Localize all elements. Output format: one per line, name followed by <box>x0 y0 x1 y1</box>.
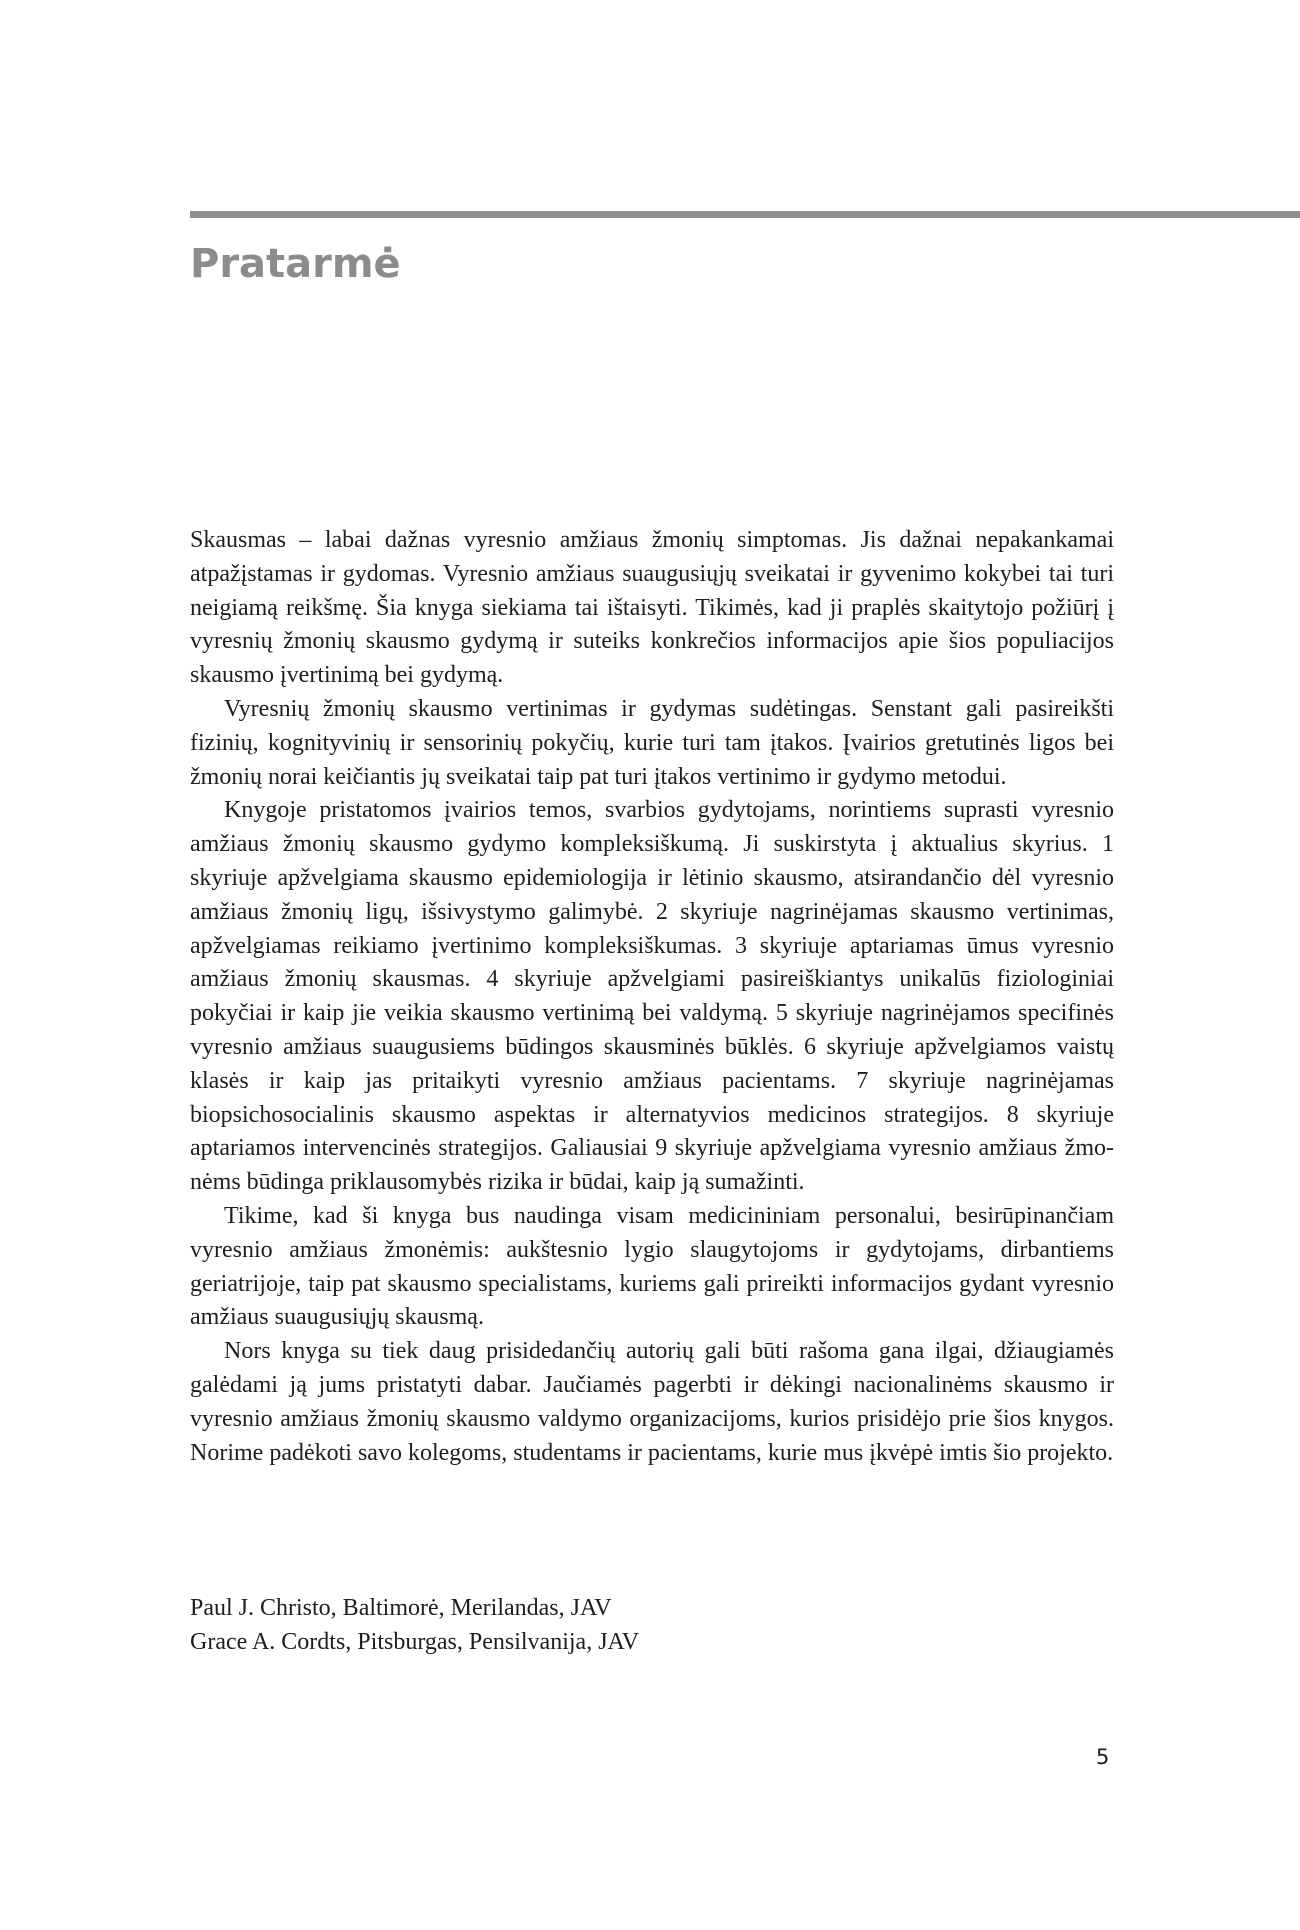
signature-line: Paul J. Christo, Baltimorė, Merilandas, JAV <box>190 1595 612 1621</box>
paragraph-5: Nors knyga su tiek daug prisidedančių autorių gali būti rašoma gana ilgai, džiaugiamės galėdami ją jums pristatyti dabar. Jaučiamės pagerbti ir dėkingi nacionalinėms skausmo ir vyresnio amžiaus žmonių skausmo valdymo organizacijoms, kurios prisidėjo prie šios knygos. Norime padėkoti savo kolegoms, studentams ir pacientams, kurie mus įkvėpė imtis šio projekto. <box>190 1338 1114 1466</box>
author-signatures <box>190 1592 639 1660</box>
paragraph-2: Vyresnių žmonių skausmo vertinimas ir gydymas sudėtingas. Senstant gali pasireikšti fizinių, kognityvinių ir sensorinių pokyčių, kurie turi tam įtakos. Įvairios gretutinės ligos bei žmonių norai keičiantis jų sveikatai taip pat turi įtakos vertinimo ir gydymo metodui. <box>190 695 1114 790</box>
paragraph-4: Tikime, kad ši knyga bus naudinga visam medicininiam personalui, besirūpinančiam vyresnio amžiaus žmonėmis: aukštesnio lygio slaugytojoms ir gydytojams, dirbantiems geriatrijoje, taip pat skausmo specialistams, kuriems gali prireikti informacijos gydant vyresnio amžiaus suaugusiųjų skausmą. <box>190 1202 1114 1331</box>
chapter-title: Pratarmė <box>190 241 401 287</box>
preface-body <box>190 524 1114 1470</box>
paragraph-3: Knygoje pristatomos įvairios temos, svarbios gydytojams, norintiems suprasti vyresnio amžiaus žmonių skausmo gydymo kompleksiškumą. Ji suskirstyta į aktualius skyrius. 1 skyriuje apžvelgiama skausmo epidemiologija ir lėtinio skausmo, atsirandančio dėl vyresnio amžiaus žmonių ligų, išsivystymo galimybė. 2 skyriuje nagrinėjamas skausmo vertinimas, apžvelgiamas reikiamo įvertinimo kompleksiškumas. 3 skyriuje aptariamas ūmus vyresnio amžiaus žmonių skausmas. 4 skyriuje apžvelgiami pasireiškiantys unikalūs fiziologiniai pokyčiai ir kaip jie veikia skausmo vertinimą bei valdymą. 5 skyriuje nagrinėjamos specifinės vyresnio amžiaus suaugusiems būdingos skausminės būklės. 6 skyriuje apžvelgiamos vaistų klasės ir kaip jas pritaikyti vyresnio amžiaus pacientams. 7 skyriuje nagrinėjamas biopsichosocialinis skausmo aspektas ir alternatyvios medicinos strategijos. 8 skyriuje aptariamos intervencinės strategijos. Galiausiai 9 skyriuje apžvelgiama vyresnio amžiaus žmonėms būdinga priklausomybės rizika ir būdai, kaip ją sumažinti. <box>190 797 1114 1196</box>
chapter-rule <box>190 211 1300 218</box>
signature-line: Grace A. Cordts, Pitsburgas, Pensilvanija, JAV <box>190 1628 640 1655</box>
page-number: 5 <box>1096 1745 1110 1769</box>
paragraph-1: Skausmas – labai dažnas vyresnio amžiaus žmonių simptomas. Jis dažnai nepakankamai atpažįstamas ir gydomas. Vyresnio amžiaus suaugusiųjų sveikatai ir gyvenimo kokybei tai turi neigiamą reikšmę. Šia knyga siekiama tai ištaisyti. Tikimės, kad ji praplės skaitytojo požiūrį į vyresnių žmonių skausmo gydymą ir suteiks konkrečios informacijos apie šios populiacijos skausmo įvertinimą bei gydymą. <box>190 527 1114 689</box>
